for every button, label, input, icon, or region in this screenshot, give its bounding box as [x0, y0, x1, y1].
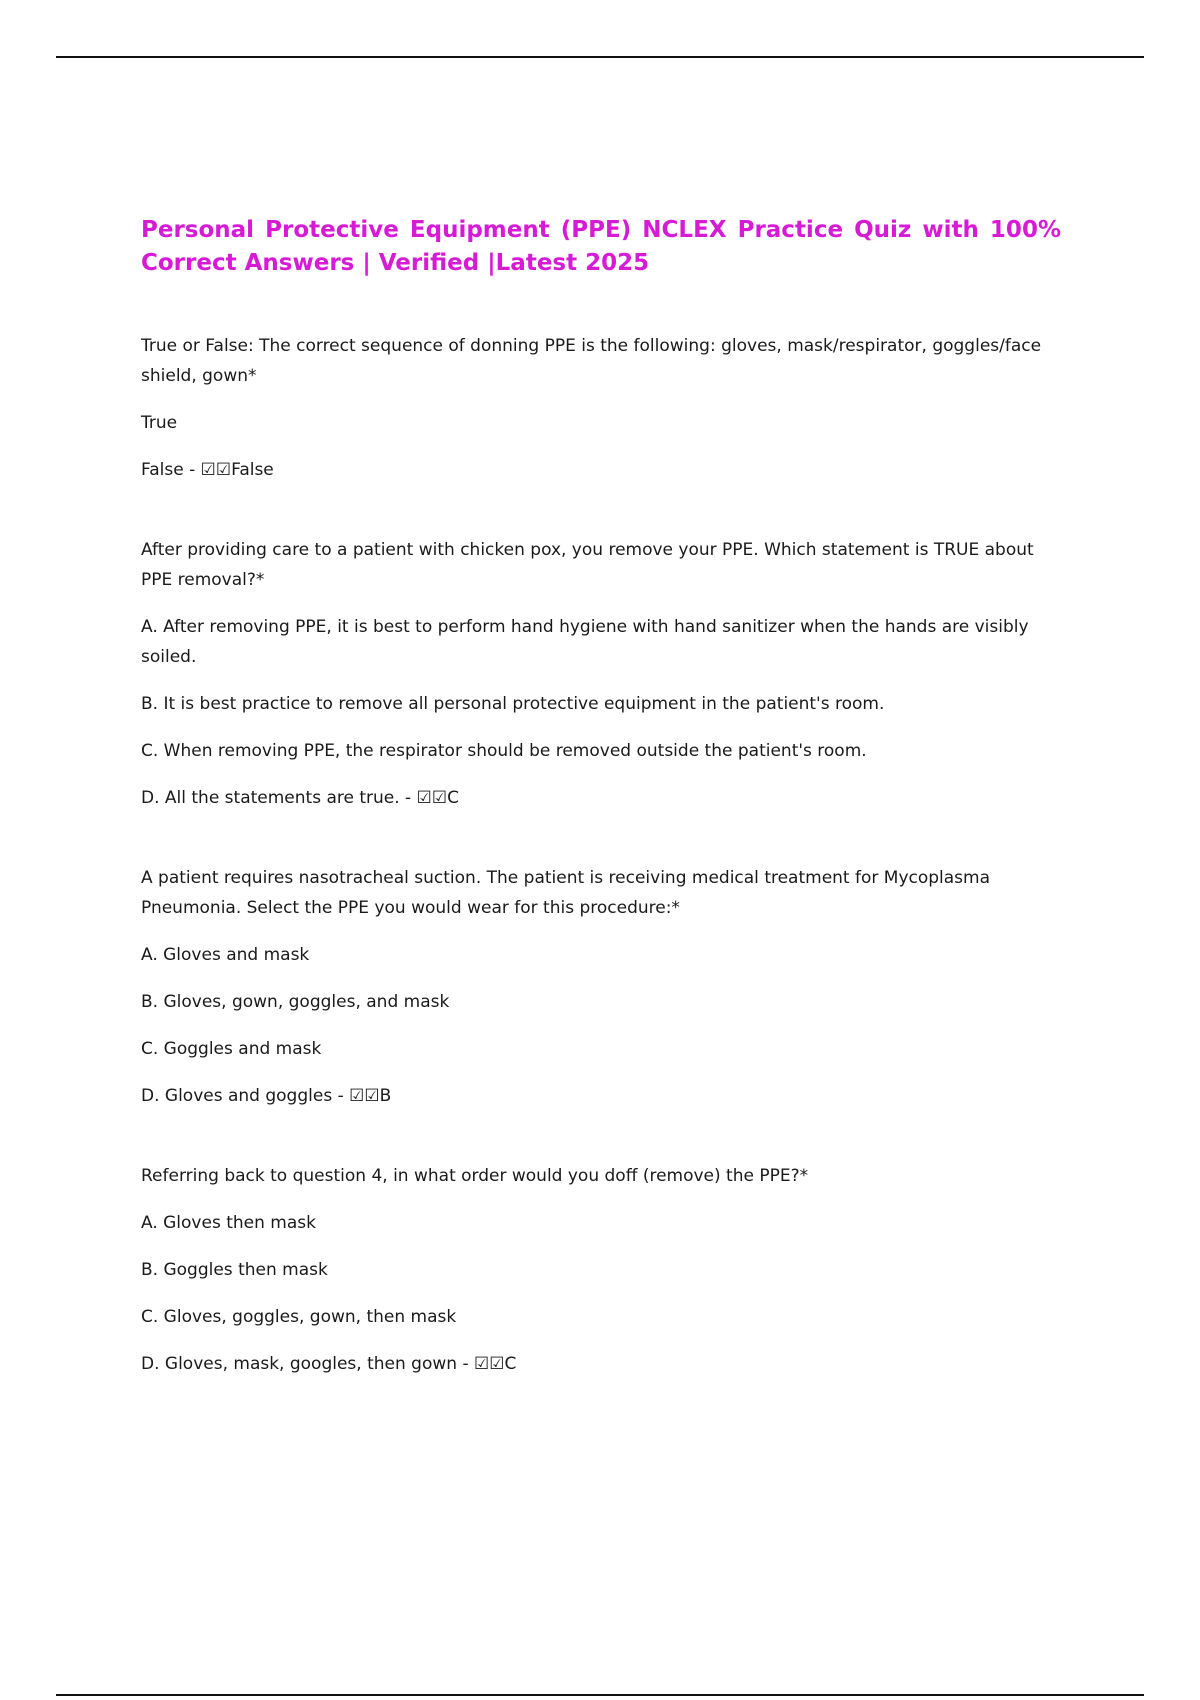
answer-option: A. Gloves and mask — [141, 945, 310, 965]
question-text: True or False: The correct sequence of donning PPE is the following: gloves, mask/respirator, goggles/face shield, gown* — [141, 336, 1042, 386]
question-text: Referring back to question 4, in what order would you doff (remove) the PPE?* — [141, 1166, 809, 1186]
answer-option: B. It is best practice to remove all personal protective equipment in the patient's room. — [141, 694, 885, 714]
answer-option: False - ☑☑False — [141, 460, 274, 480]
question-2 — [141, 535, 1061, 813]
answer-option: C. Goggles and mask — [141, 1039, 322, 1059]
answer-option: True — [141, 413, 178, 433]
answer-option: C. Gloves, goggles, gown, then mask — [141, 1307, 457, 1327]
answer-option: A. After removing PPE, it is best to perform hand hygiene with hand sanitizer when the hands are visibly soiled. — [141, 617, 1029, 667]
question-4 — [141, 1161, 1061, 1379]
bottom-rule — [56, 1694, 1144, 1696]
question-list — [141, 331, 1061, 1379]
question-1 — [141, 331, 1061, 485]
question-text: A patient requires nasotracheal suction. The patient is receiving medical treatment for Mycoplasma Pneumonia. Select the PPE you would wear for this procedure:* — [141, 868, 991, 918]
top-rule — [56, 56, 1144, 58]
answer-option: D. Gloves, mask, googles, then gown - ☑☑C — [141, 1354, 517, 1374]
document-title: Personal Protective Equipment (PPE) NCLEX Practice Quiz with 100% Correct Answers | Verified |Latest 2025 — [141, 217, 1061, 276]
answer-option: B. Goggles then mask — [141, 1260, 328, 1280]
answer-option: A. Gloves then mask — [141, 1213, 316, 1233]
document-body — [141, 214, 1061, 1429]
answer-option: D. Gloves and goggles - ☑☑B — [141, 1086, 392, 1106]
question-3 — [141, 863, 1061, 1111]
answer-option: B. Gloves, gown, goggles, and mask — [141, 992, 450, 1012]
question-text: After providing care to a patient with chicken pox, you remove your PPE. Which statement is TRUE about PPE removal?* — [141, 540, 1034, 590]
answer-option: C. When removing PPE, the respirator should be removed outside the patient's room. — [141, 741, 867, 761]
answer-option: D. All the statements are true. - ☑☑C — [141, 788, 459, 808]
